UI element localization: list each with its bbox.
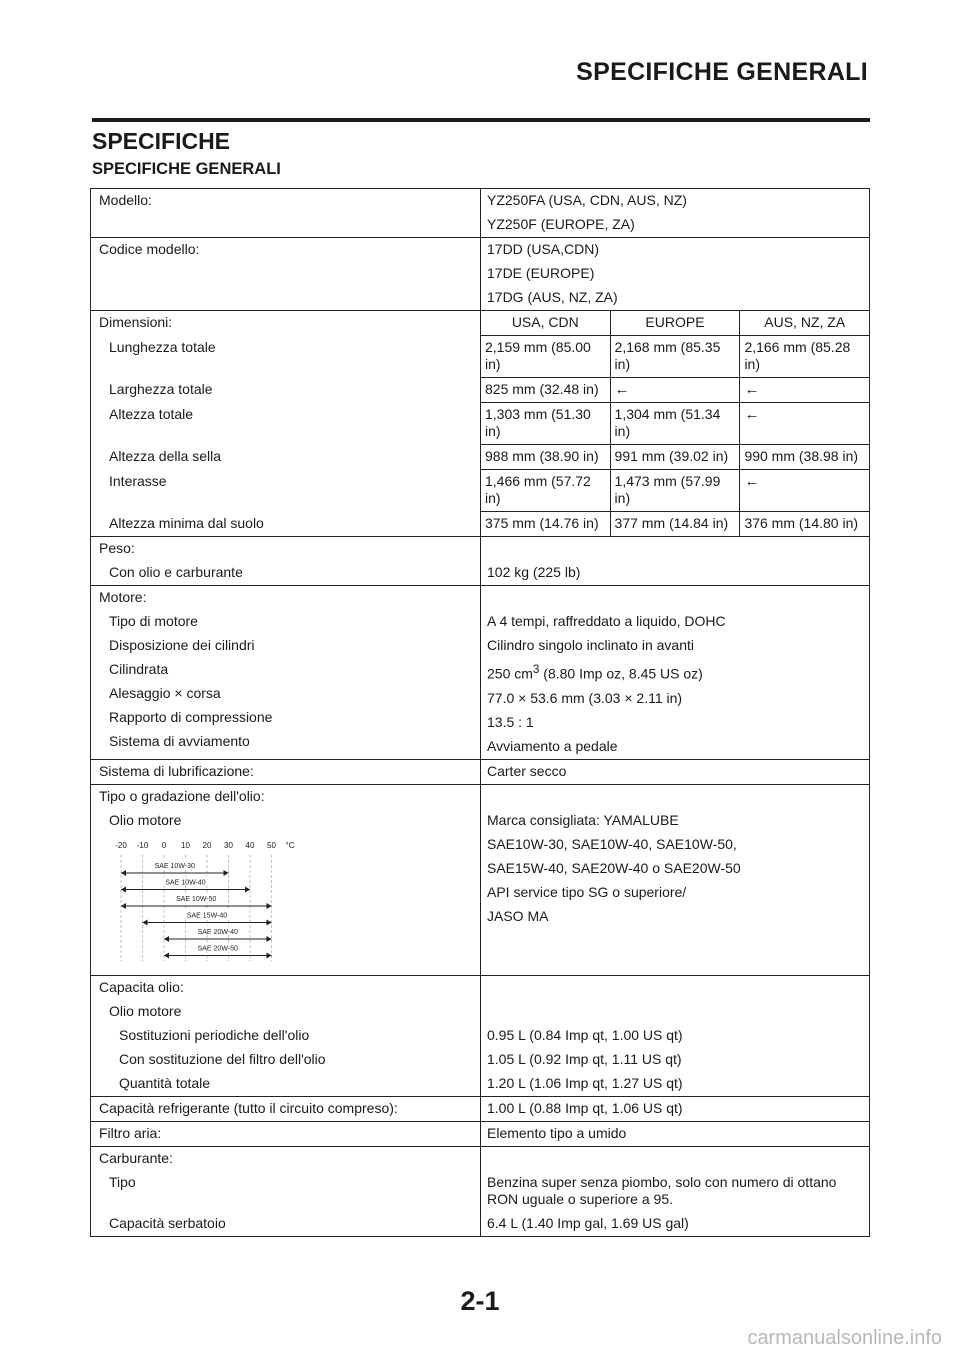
spec-row-dimension (91, 378, 870, 403)
spec-value: Marca consigliata: YAMALUBE (487, 811, 679, 828)
spec-value: 17DE (EUROPE) (487, 265, 595, 281)
dimension-value: 375 mm (14.76 in) (481, 512, 611, 537)
spec-row-fuel (91, 1146, 870, 1236)
spec-value: YZ250F (EUROPE, ZA) (487, 216, 635, 232)
dimension-value: 2,159 mm (85.00 in) (481, 336, 611, 378)
grade-label: SAE 15W-40 (186, 912, 228, 920)
spec-label: Codice modello: (99, 241, 200, 257)
dimension-value: 1,466 mm (57.72 in) (481, 470, 611, 512)
spec-sublabel: Quantità totale (119, 1074, 211, 1091)
section-title: SPECIFICHE (92, 128, 231, 154)
header-rule (92, 118, 870, 122)
spec-value: 1.20 L (1.06 Imp qt, 1.27 US qt) (487, 1074, 683, 1091)
dimension-column-header: USA, CDN (481, 311, 611, 336)
spec-sublabel: Altezza della sella (109, 447, 222, 464)
spec-label: Filtro aria: (99, 1124, 162, 1141)
spec-row-engine (91, 586, 870, 760)
spec-sublabel: Alesaggio × corsa (109, 685, 221, 701)
temperature-tick-label: 0 (161, 840, 167, 850)
spec-value: 13.5 : 1 (487, 713, 534, 730)
spec-label: Dimensioni: (99, 314, 173, 330)
spec-row-oil-type (91, 784, 870, 975)
spec-sublabel: Disposizione dei cilindri (109, 637, 255, 653)
spec-value: A 4 tempi, raffreddato a liquido, DOHC (487, 613, 726, 629)
spec-value: 102 kg (225 lb) (487, 564, 581, 580)
temperature-tick-label: 20 (202, 840, 212, 850)
spec-value: YZ250FA (USA, CDN, AUS, NZ) (487, 192, 687, 208)
displacement-value-base: 250 cm (487, 665, 533, 682)
spec-value: Cilindro singolo inclinato in avanti (487, 637, 695, 653)
spec-sublabel: Interasse (109, 472, 167, 489)
spec-value: API service tipo SG o superiore/ (487, 883, 687, 900)
page-number: 2-1 (460, 1286, 500, 1316)
grade-range-arrow-right (267, 903, 272, 909)
grade-range-arrow-right (267, 936, 272, 942)
spec-sublabel: Cilindrata (109, 661, 169, 677)
spec-sublabel: Altezza minima dal suolo (109, 514, 264, 531)
grade-range-arrow-left (143, 919, 148, 925)
dimension-value: 2,168 mm (85.35 in) (610, 336, 740, 378)
spec-label: Capacita olio: (99, 978, 184, 995)
spec-sublabel: Larghezza totale (109, 380, 213, 397)
dimension-value: 2,166 mm (85.28 in) (740, 336, 870, 378)
oil-viscosity-chart (113, 837, 480, 969)
displacement-value (481, 658, 869, 687)
temperature-tick-label: 10 (181, 840, 190, 850)
temperature-tick-label: -20 (115, 840, 127, 850)
spec-row-model-code (91, 238, 870, 311)
spec-row-dimension (91, 403, 870, 445)
spec-label: Sistema di lubrificazione: (99, 762, 254, 779)
spec-row-dimension (91, 512, 870, 537)
same-as-left-arrow: ← (740, 470, 870, 512)
spec-value: 0.95 L (0.84 Imp qt, 1.00 US qt) (487, 1026, 683, 1043)
spec-value: 1.05 L (0.92 Imp qt, 1.11 US qt) (487, 1050, 682, 1067)
dimension-value: 1,304 mm (51.34 in) (610, 403, 740, 445)
spec-sublabel: Con sostituzione del filtro dell'olio (119, 1050, 326, 1067)
grade-label: SAE 20W-40 (197, 928, 238, 936)
spec-sublabel: Tipo (109, 1173, 136, 1190)
temperature-tick-label: 40 (245, 840, 255, 850)
spec-label: Modello: (99, 192, 152, 208)
spec-value: Carter secco (487, 762, 567, 779)
spec-value: 17DD (USA,CDN) (487, 241, 600, 257)
dimension-value: 1,303 mm (51.30 in) (481, 403, 611, 445)
spec-row-dimension (91, 470, 870, 512)
specifications-table (90, 188, 870, 1237)
spec-value: Avviamento a pedale (487, 737, 618, 754)
grade-range-arrow-left (164, 952, 169, 958)
spec-value: 6.4 L (1.40 Imp gal, 1.69 US gal) (487, 1214, 689, 1231)
grade-label: SAE 10W-30 (154, 862, 195, 870)
displacement-value-conversion: (8.80 Imp oz, 8.45 US oz) (539, 665, 703, 682)
spec-sublabel: Con olio e carburante (109, 564, 243, 580)
spec-label: Motore: (99, 589, 147, 605)
superscript-three: 3 (532, 663, 540, 676)
spec-value: 17DG (AUS, NZ, ZA) (487, 289, 618, 305)
oil-viscosity-chart-svg (113, 837, 313, 965)
spec-row-air-filter (91, 1121, 870, 1146)
same-as-left-arrow: ← (610, 378, 740, 403)
same-as-left-arrow: ← (740, 403, 870, 445)
spec-label: Peso: (99, 540, 135, 556)
grade-label: SAE 10W-50 (176, 895, 217, 903)
spec-sublabel: Capacità serbatoio (109, 1214, 226, 1231)
grade-label: SAE 20W-50 (197, 945, 238, 953)
spec-value: JASO MA (487, 907, 549, 924)
temperature-tick-label: 30 (224, 840, 233, 850)
spec-row-dimension (91, 445, 870, 470)
dimension-column-header: EUROPE (610, 311, 740, 336)
spec-sublabel: Sistema di avviamento (109, 733, 250, 749)
grade-label: SAE 10W-40 (165, 879, 206, 887)
grade-range-arrow-right (224, 870, 229, 876)
grade-range-arrow-left (121, 903, 126, 909)
spec-row-weight (91, 537, 870, 586)
spec-sublabel: Sostituzioni periodiche dell'olio (119, 1026, 310, 1043)
spec-row-oil-capacity (91, 975, 870, 1096)
dimension-value: 991 mm (39.02 in) (610, 445, 740, 470)
spec-row-dimensions-header (91, 311, 870, 336)
spec-sublabel: Olio motore (109, 811, 182, 828)
temperature-unit: °C (285, 840, 295, 850)
grade-range-arrow-left (121, 886, 126, 892)
grade-range-arrow-left (164, 936, 169, 942)
spec-label: Tipo o gradazione dell'olio: (99, 787, 265, 804)
grade-range-arrow-right (267, 952, 272, 958)
spec-value: 77.0 × 53.6 mm (3.03 × 2.11 in) (487, 689, 683, 706)
spec-row-dimension (91, 336, 870, 378)
dimension-value: 825 mm (32.48 in) (481, 378, 611, 403)
spec-value: SAE10W-30, SAE10W-40, SAE10W-50, (487, 835, 737, 852)
dimension-value: 990 mm (38.98 in) (740, 445, 870, 470)
section-subtitle: SPECIFICHE GENERALI (92, 160, 281, 178)
same-as-left-arrow: ← (740, 378, 870, 403)
spec-value: Elemento tipo a umido (487, 1124, 627, 1141)
page-header-title: SPECIFICHE GENERALI (576, 58, 868, 86)
spec-label: Carburante: (99, 1149, 173, 1166)
spec-sublabel: Tipo di motore (109, 613, 198, 629)
dimension-value: 377 mm (14.84 in) (610, 512, 740, 537)
spec-sublabel: Olio motore (109, 1002, 182, 1019)
grade-range-arrow-right (245, 886, 250, 892)
spec-sublabel: Altezza totale (109, 405, 194, 422)
spec-sublabel: Lunghezza totale (109, 338, 216, 355)
spec-value: SAE15W-40, SAE20W-40 o SAE20W-50 (487, 859, 741, 876)
dimension-value: 1,473 mm (57.99 in) (610, 470, 740, 512)
spec-label: Capacità refrigerante (tutto il circuito compreso): (99, 1099, 398, 1116)
spec-row-model (91, 189, 870, 238)
dimension-value: 988 mm (38.90 in) (481, 445, 611, 470)
spec-row-lubrication (91, 759, 870, 784)
spec-row-coolant (91, 1096, 870, 1121)
spec-sublabel: Rapporto di compressione (109, 709, 273, 725)
grade-range-arrow-left (121, 870, 126, 876)
watermark: carmanualsonline.info (747, 1327, 942, 1349)
temperature-tick-label: -10 (136, 840, 149, 850)
dimension-column-header: AUS, NZ, ZA (740, 311, 870, 336)
temperature-tick-label: 50 (267, 840, 276, 850)
dimension-value: 376 mm (14.80 in) (740, 512, 870, 537)
spec-value: Benzina super senza piombo, solo con numero di ottano RON uguale o superiore a 95. (487, 1173, 837, 1207)
grade-range-arrow-right (267, 919, 272, 925)
spec-value: 1.00 L (0.88 Imp qt, 1.06 US qt) (487, 1099, 683, 1116)
